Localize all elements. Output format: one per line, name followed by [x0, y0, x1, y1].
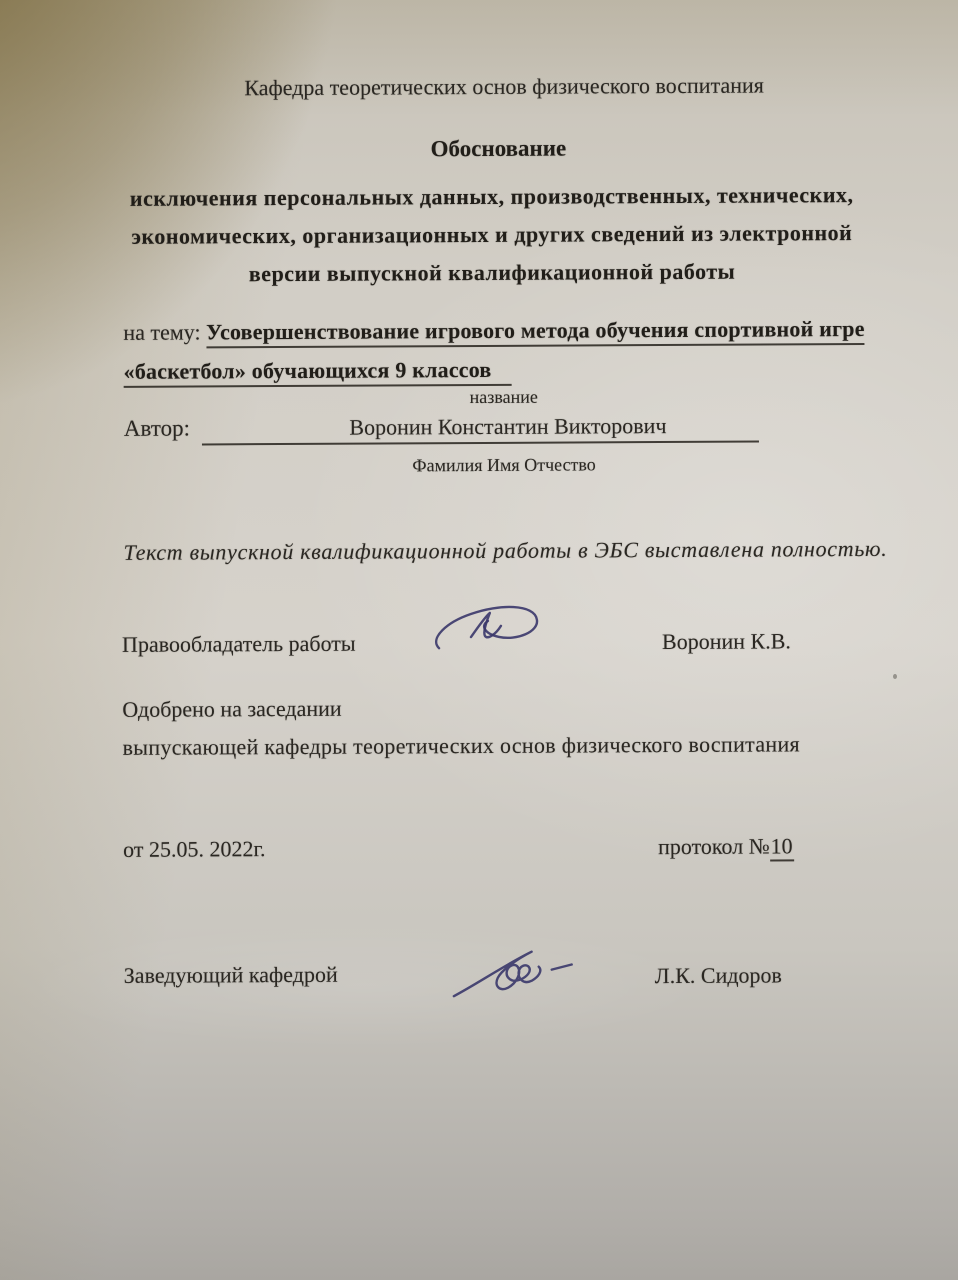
protocol-number: 10: [770, 833, 794, 861]
protocol-label: протокол №: [658, 833, 770, 860]
theme-text-line-1: Усовершенствование игрового метода обучения спортивной игре: [206, 316, 865, 348]
theme-block: [123, 309, 916, 391]
paper-speck: [893, 674, 897, 679]
theme-text-line-2: «баскетбол» обучающихся 9 классов: [124, 357, 512, 388]
rights-holder-label: Правообладатель работы: [121, 630, 356, 657]
subtitle-line-3: версии выпускной квалификационной работы: [248, 258, 736, 287]
theme-line-1: [123, 309, 916, 352]
subtitle-line-2: экономических, организационных и других сведений из электронной: [131, 220, 853, 249]
author-name: Воронин Константин Викторович: [349, 413, 667, 440]
document-subtitle: [28, 175, 957, 294]
author-label: Автор:: [123, 415, 190, 441]
approval-date: от 25.05. 2022г.: [123, 836, 266, 862]
document-title: Обоснование: [430, 135, 567, 162]
author-signature-line: [202, 413, 759, 446]
approved-line-2: выпускающей кафедры теоретических основ физического воспитания: [122, 731, 800, 760]
rights-holder-signature-icon: [433, 596, 543, 664]
theme-caption: название: [469, 386, 538, 408]
author-caption: Фамилия Имя Отчество: [412, 454, 596, 476]
author-row: [124, 413, 759, 446]
rights-holder-name: Воронин К.В.: [661, 628, 791, 655]
approved-line-1: Одобрено на заседании: [122, 695, 342, 722]
protocol-line: [658, 833, 794, 860]
subtitle-line-1: исключения персональных данных, производственных, технических,: [129, 182, 854, 211]
theme-label: на тему:: [123, 319, 201, 345]
department-head-name: Л.К. Сидоров: [654, 962, 782, 989]
head-signature-icon: [452, 935, 577, 1006]
department-head-label: Заведующий кафедрой: [123, 961, 338, 988]
ebs-note: Текст выпускной квалификационной работы в ЭБС выставлена полностью.: [123, 535, 888, 565]
department-line: Кафедра теоретических основ физического воспитания: [244, 72, 764, 101]
